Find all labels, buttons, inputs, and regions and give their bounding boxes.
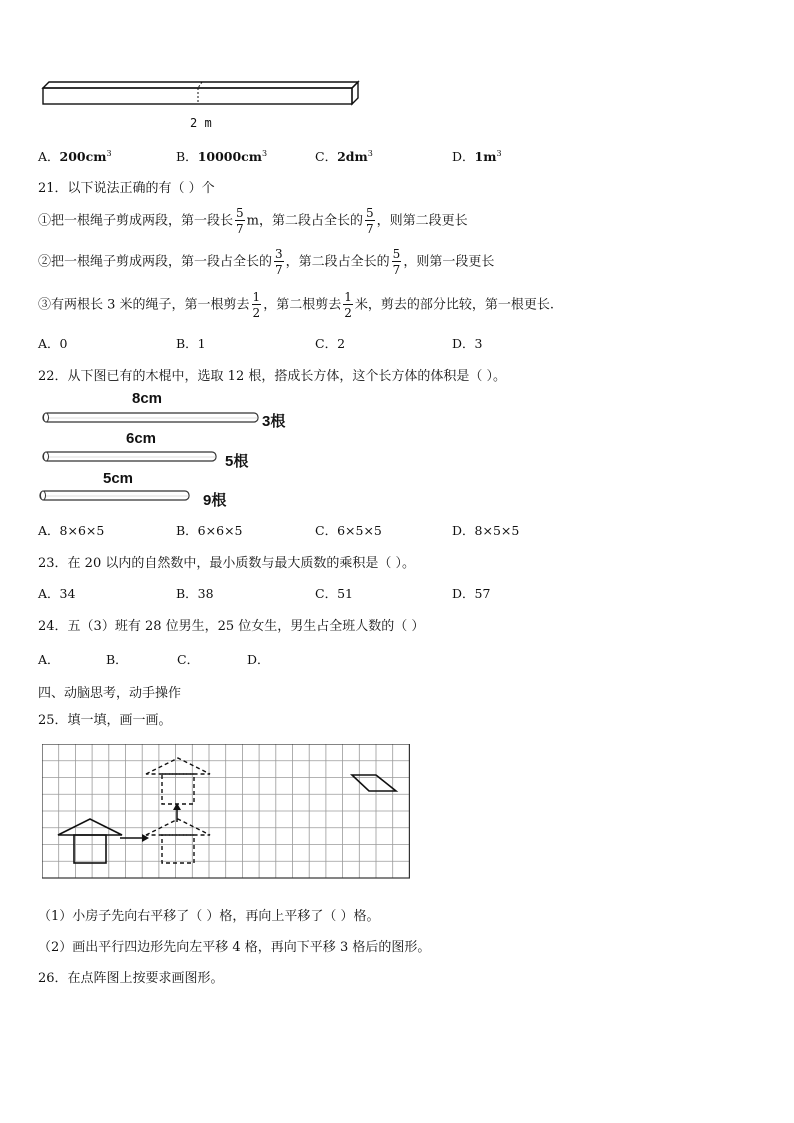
- q20-option-a[interactable]: A．$200cm^3$: [38, 148, 112, 164]
- q23-option-c[interactable]: C．51: [315, 586, 353, 601]
- q23-stem: 23．在 20 以内的自然数中，最小质数与最大质数的乘积是（ ）。: [38, 556, 415, 571]
- q24-option-d[interactable]: D．: [247, 652, 270, 667]
- rod-8cm: [40, 411, 262, 425]
- rod-8cm-length: 8cm: [132, 390, 163, 407]
- q24-option-c[interactable]: C．: [177, 652, 200, 667]
- q22-option-d[interactable]: D．8×5×5: [452, 523, 520, 538]
- bar-length-label: 2 m: [190, 116, 212, 130]
- q24-stem: 24．五（3）班有 28 位男生，25 位女生，男生占全班人数的（ ）: [38, 619, 425, 634]
- q20-option-b[interactable]: B．$10000cm^3$: [176, 148, 268, 164]
- q21-statement-3: ③有两根长 3 米的绳子，第一根剪去 $\frac{1}{2}$ ，第二根剪去 $\frac{1}{2}$ 米，剪去的部分比较，第一根更长.: [38, 290, 554, 320]
- q22-stem: 22．从下图已有的木棍中，选取 12 根，搭成长方体，这个长方体的体积是（ ）。: [38, 369, 506, 384]
- rod-6cm-length: 6cm: [126, 430, 157, 447]
- q25-sub1: （1）小房子先向右平移了（ ）格，再向上平移了（ ）格。: [38, 909, 380, 924]
- q25-stem: 25．填一填，画一画。: [38, 713, 172, 728]
- q22-option-c[interactable]: C．6×5×5: [315, 523, 382, 538]
- q26-stem: 26．在点阵图上按要求画图形。: [38, 971, 224, 986]
- cuboid-bar-figure: [40, 78, 370, 110]
- q20-option-c[interactable]: C．$2dm^3$: [315, 148, 373, 164]
- rod-6cm: [40, 450, 220, 464]
- q23-option-d[interactable]: D．57: [452, 586, 491, 601]
- q21-statement-1: ①把一根绳子剪成两段，第一段长 $\frac{5}{7}$ m，第二段占全长的 $\frac{5}{7}$ ，则第二段更长: [38, 206, 468, 236]
- rod-5cm-length: 5cm: [103, 470, 134, 487]
- q21-option-b[interactable]: B．1: [176, 336, 206, 351]
- q21-statement-2: ②把一根绳子剪成两段，第一段占全长的 $\frac{3}{7}$ ，第二段占全长的 $\frac{5}{7}$ ，则第一段更长: [38, 247, 495, 277]
- rod-5cm-count: 9根: [203, 492, 227, 509]
- q21-option-d[interactable]: D．3: [452, 336, 483, 351]
- q24-option-a[interactable]: A．: [38, 652, 60, 667]
- q21-option-a[interactable]: A．0: [38, 336, 68, 351]
- q22-option-a[interactable]: A．8×6×5: [38, 523, 105, 538]
- q24-option-b[interactable]: B．: [106, 652, 128, 667]
- q25-sub2: （2）画出平行四边形先向左平移 4 格，再向下平移 3 格后的图形。: [38, 940, 431, 955]
- rod-5cm: [37, 489, 193, 503]
- section-title: 四、动脑思考，动手操作: [38, 686, 182, 701]
- q23-option-a[interactable]: A．34: [38, 586, 76, 601]
- q20-option-d[interactable]: D．$1m^3$: [452, 148, 502, 164]
- q21-option-c[interactable]: C．2: [315, 336, 346, 351]
- q22-option-b[interactable]: B．6×6×5: [176, 523, 243, 538]
- rod-8cm-count: 3根: [262, 413, 286, 430]
- q23-option-b[interactable]: B．38: [176, 586, 214, 601]
- rod-6cm-count: 5根: [225, 453, 249, 470]
- translation-grid-figure: [42, 744, 414, 880]
- q21-stem: 21．以下说法正确的有（ ）个: [38, 181, 215, 196]
